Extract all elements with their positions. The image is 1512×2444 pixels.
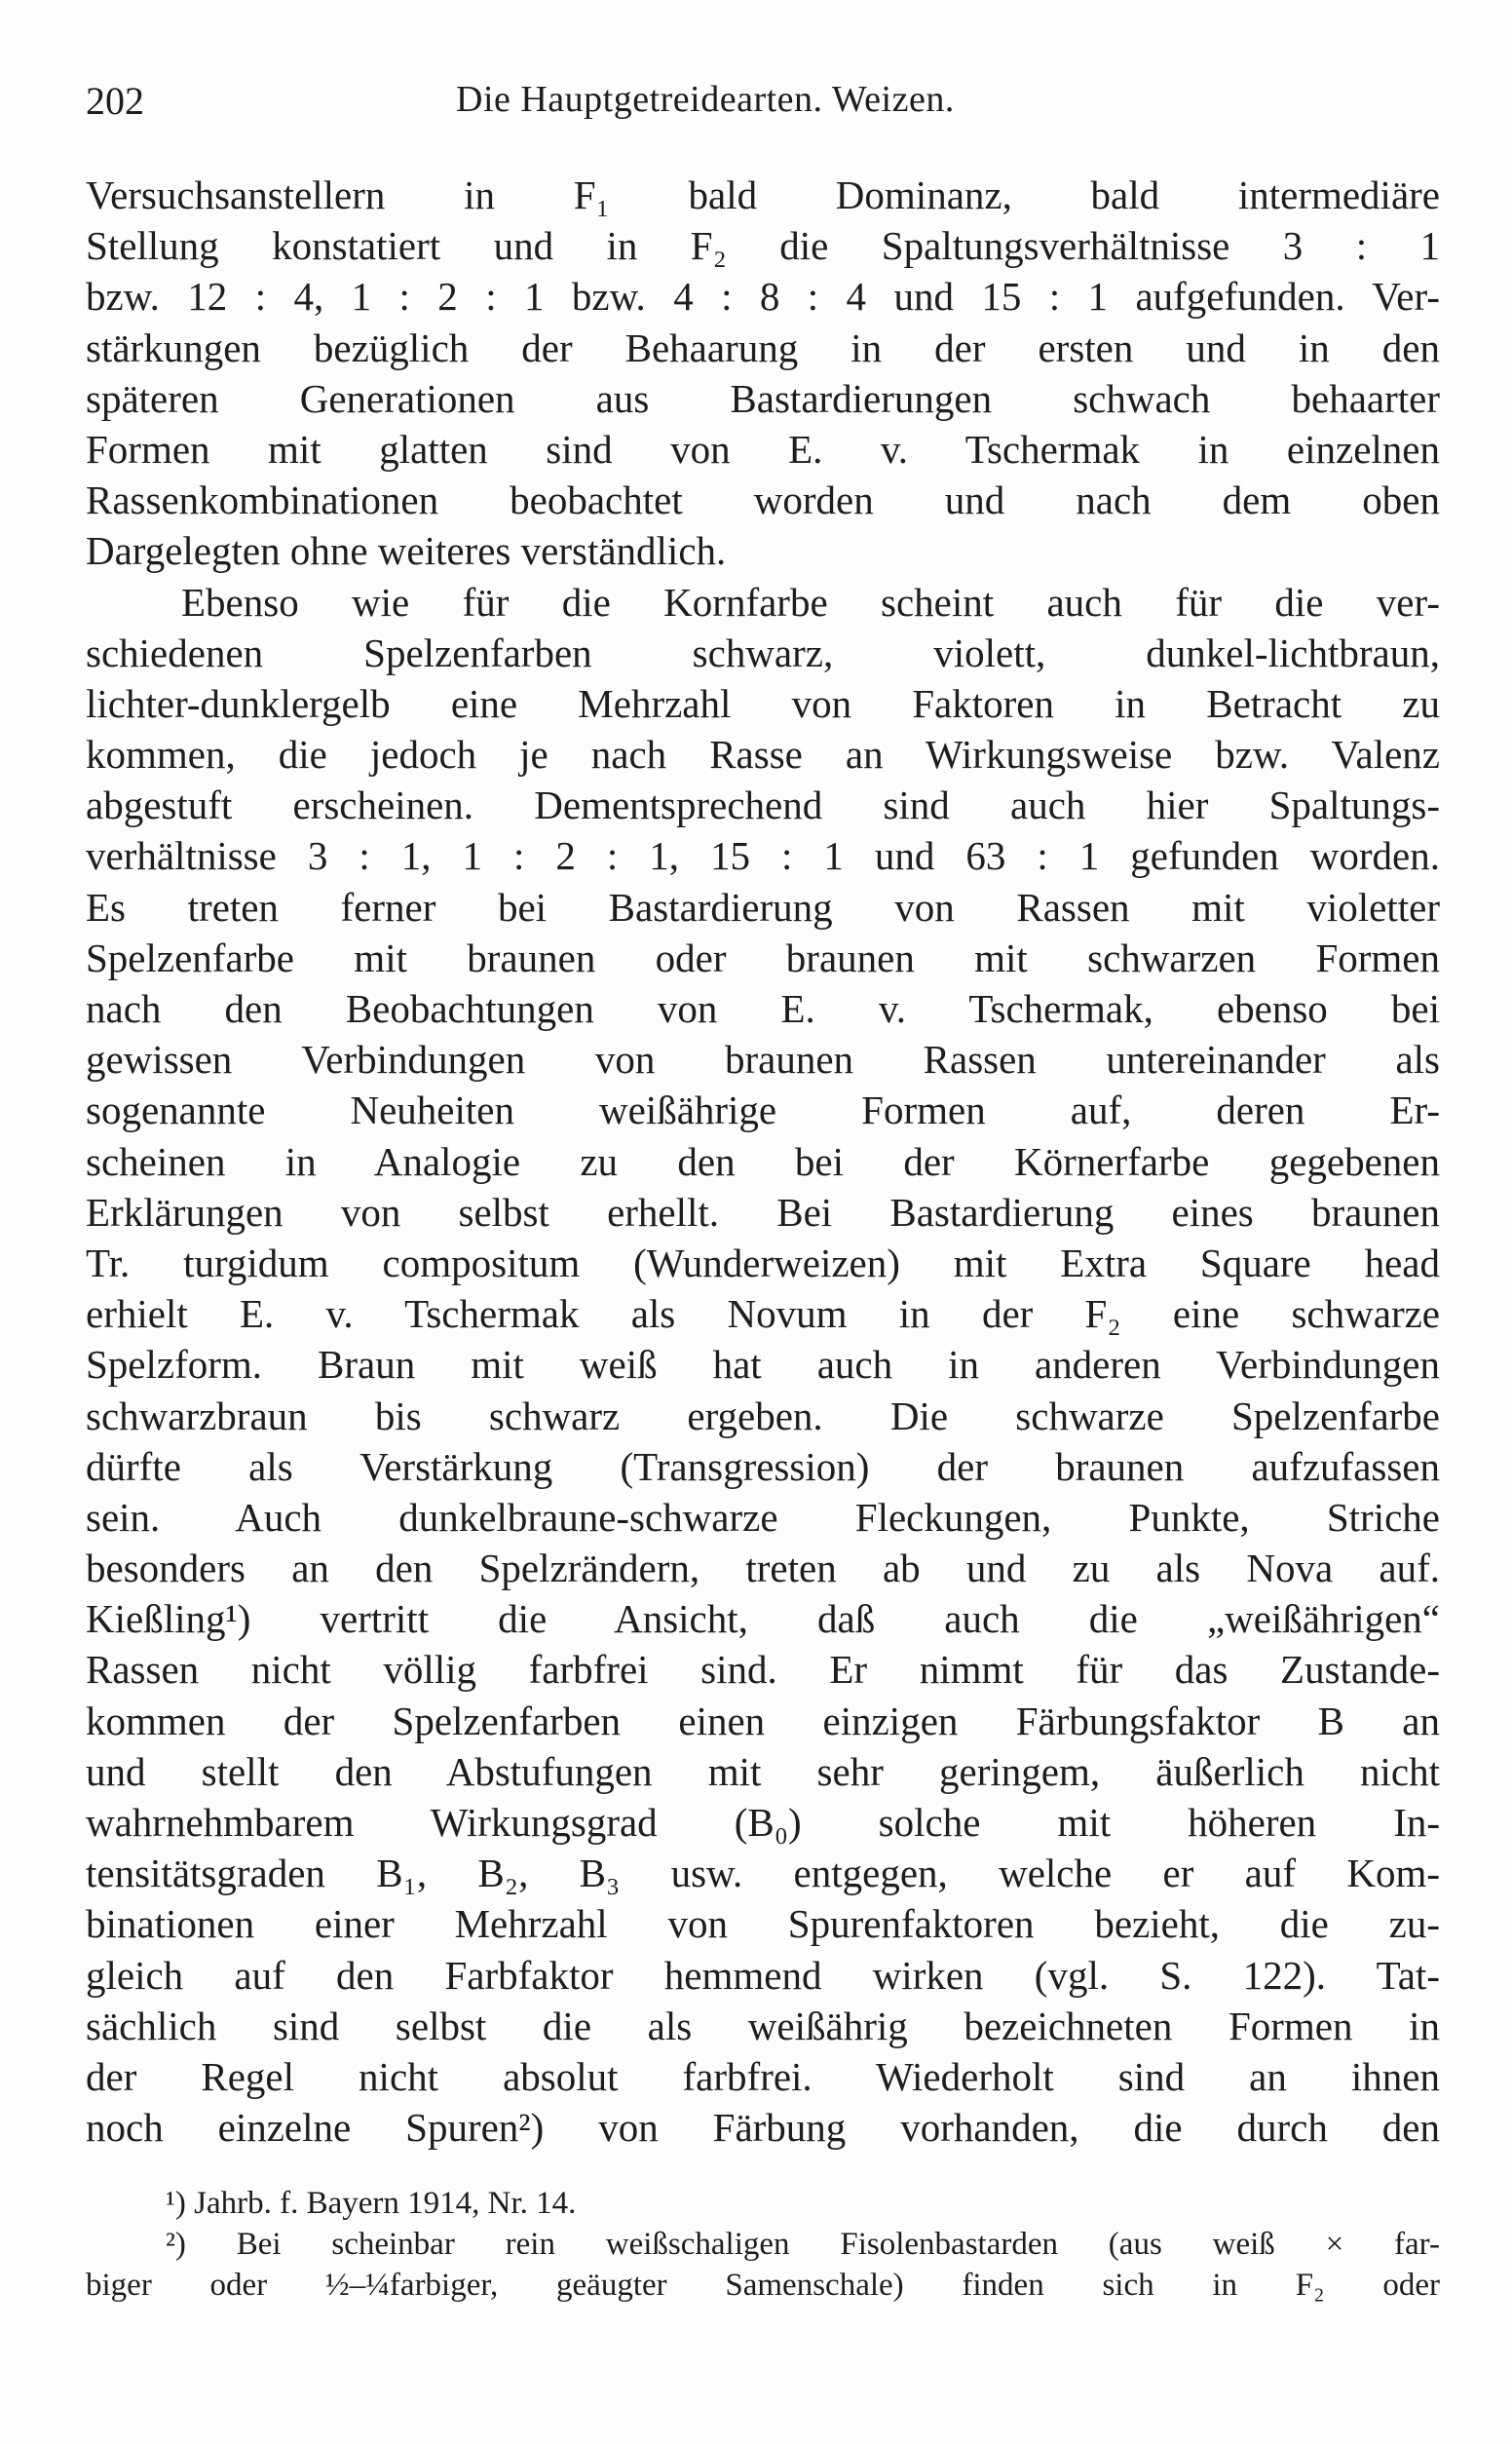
text-line: Tr. turgidum compositum (Wunderweizen) mit Extra Square head bbox=[86, 1240, 1440, 1285]
footnotes bbox=[86, 2183, 1440, 2306]
text-line: kommen, die jedoch je nach Rasse an Wirkungsweise bzw. Valenz bbox=[86, 732, 1440, 778]
text-line: wahrnehmbarem Wirkungsgrad (B₀) solche mit höheren In- bbox=[86, 1800, 1440, 1845]
footnote-1: ¹) Jahrb. f. Bayern 1914, Nr. 14. bbox=[166, 2186, 577, 2221]
text-line: späteren Generationen aus Bastardierungen schwach behaarter bbox=[86, 375, 1440, 421]
text-line: Kießling¹) vertritt die Ansicht, daß auch die „weißährigen“ bbox=[86, 1596, 1440, 1642]
text-line: Es treten ferner bei Bastardierung von Rassen mit violetter bbox=[86, 884, 1440, 930]
text-line: tensitätsgraden B₁, B₂, B₃ usw. entgegen, welche er auf Kom- bbox=[86, 1851, 1440, 1896]
text-line: sächlich sind selbst die als weißährig bezeichneten Formen in bbox=[86, 2003, 1440, 2048]
text-line: erhielt E. v. Tschermak als Novum in der F₂ eine schwarze bbox=[86, 1291, 1440, 1337]
text-line: schwarzbraun bis schwarz ergeben. Die schwarze Spelzenfarbe bbox=[86, 1393, 1440, 1438]
text-line: scheinen in Analogie zu den bei der Körnerfarbe gegebenen bbox=[86, 1138, 1440, 1184]
text-line: binationen einer Mehrzahl von Spurenfaktoren bezieht, die zu- bbox=[86, 1901, 1440, 1947]
text-line: Ebenso wie für die Kornfarbe scheint auch für die ver- bbox=[181, 579, 1440, 625]
text-line: Spelzenfarbe mit braunen oder braunen mit schwarzen Formen bbox=[86, 935, 1440, 980]
text-line: gleich auf den Farbfaktor hemmend wirken (vgl. S. 122). Tat- bbox=[86, 1952, 1440, 1998]
text-line: Spelzform. Braun mit weiß hat auch in anderen Verbindungen bbox=[86, 1342, 1440, 1388]
text-line: der Regel nicht absolut farbfrei. Wiederholt sind an ihnen bbox=[86, 2053, 1440, 2099]
footnote-2: ²) Bei scheinbar rein weißschaligen Fisolenbastarden (aus weiß × far- bbox=[166, 2227, 1440, 2262]
text-line: dürfte als Verstärkung (Transgression) der braunen aufzufassen bbox=[86, 1443, 1440, 1489]
text-line: Erklärungen von selbst erhellt. Bei Bastardierung eines braunen bbox=[86, 1189, 1440, 1235]
page-header bbox=[86, 78, 1440, 136]
text-line: lichter-dunklergelb eine Mehrzahl von Faktoren in Betracht zu bbox=[86, 680, 1440, 726]
text-line: Formen mit glatten sind von E. v. Tschermak in einzelnen bbox=[86, 426, 1440, 472]
page-number: 202 bbox=[86, 79, 144, 123]
text-line: Rassenkombinationen beobachtet worden und nach dem oben bbox=[86, 477, 1440, 523]
text-line: Rassen nicht völlig farbfrei sind. Er nimmt für das Zustande- bbox=[86, 1647, 1440, 1693]
text-line: gewissen Verbindungen von braunen Rassen untereinander als bbox=[86, 1037, 1440, 1083]
text-line: verhältnisse 3 : 1, 1 : 2 : 1, 15 : 1 und 63 : 1 gefunden worden. bbox=[86, 833, 1440, 879]
text-line: und stellt den Abstufungen mit sehr geringem, äußerlich nicht bbox=[86, 1748, 1440, 1794]
text-line: sein. Auch dunkelbraune-schwarze Fleckungen, Punkte, Striche bbox=[86, 1494, 1440, 1540]
text-line: abgestuft erscheinen. Dementsprechend sind auch hier Spaltungs- bbox=[86, 783, 1440, 828]
footnote-2-continued: biger oder ½–¼farbiger, geäugter Samenschale) finden sich in F₂ oder bbox=[86, 2268, 1440, 2303]
text-line: schiedenen Spelzenfarben schwarz, violett, dunkel-lichtbraun, bbox=[86, 630, 1440, 675]
text-line: noch einzelne Spuren²) von Färbung vorhanden, die durch den bbox=[86, 2105, 1440, 2151]
text-line: bzw. 12 : 4, 1 : 2 : 1 bzw. 4 : 8 : 4 und 15 : 1 aufgefunden. Ver- bbox=[86, 274, 1440, 320]
running-head: Die Hauptgetreidearten. Weizen. bbox=[456, 79, 955, 120]
text-line: nach den Beobachtungen von E. v. Tschermak, ebenso bei bbox=[86, 986, 1440, 1031]
text-line: Stellung konstatiert und in F₂ die Spaltungsverhältnisse 3 : 1 bbox=[86, 223, 1440, 269]
text-line: stärkungen bezüglich der Behaarung in der ersten und in den bbox=[86, 325, 1440, 370]
body-text bbox=[86, 170, 1440, 2153]
text-line: besonders an den Spelzrändern, treten ab und zu als Nova auf. bbox=[86, 1546, 1440, 1591]
text-line: sogenannte Neuheiten weißährige Formen auf, deren Er- bbox=[86, 1088, 1440, 1133]
text-line: kommen der Spelzenfarben einen einzigen Färbungsfaktor B an bbox=[86, 1698, 1440, 1743]
text-line: Dargelegten ohne weiteres verständlich. bbox=[86, 528, 727, 574]
text-line: Versuchsanstellern in F₁ bald Dominanz, bald intermediäre bbox=[86, 172, 1440, 217]
